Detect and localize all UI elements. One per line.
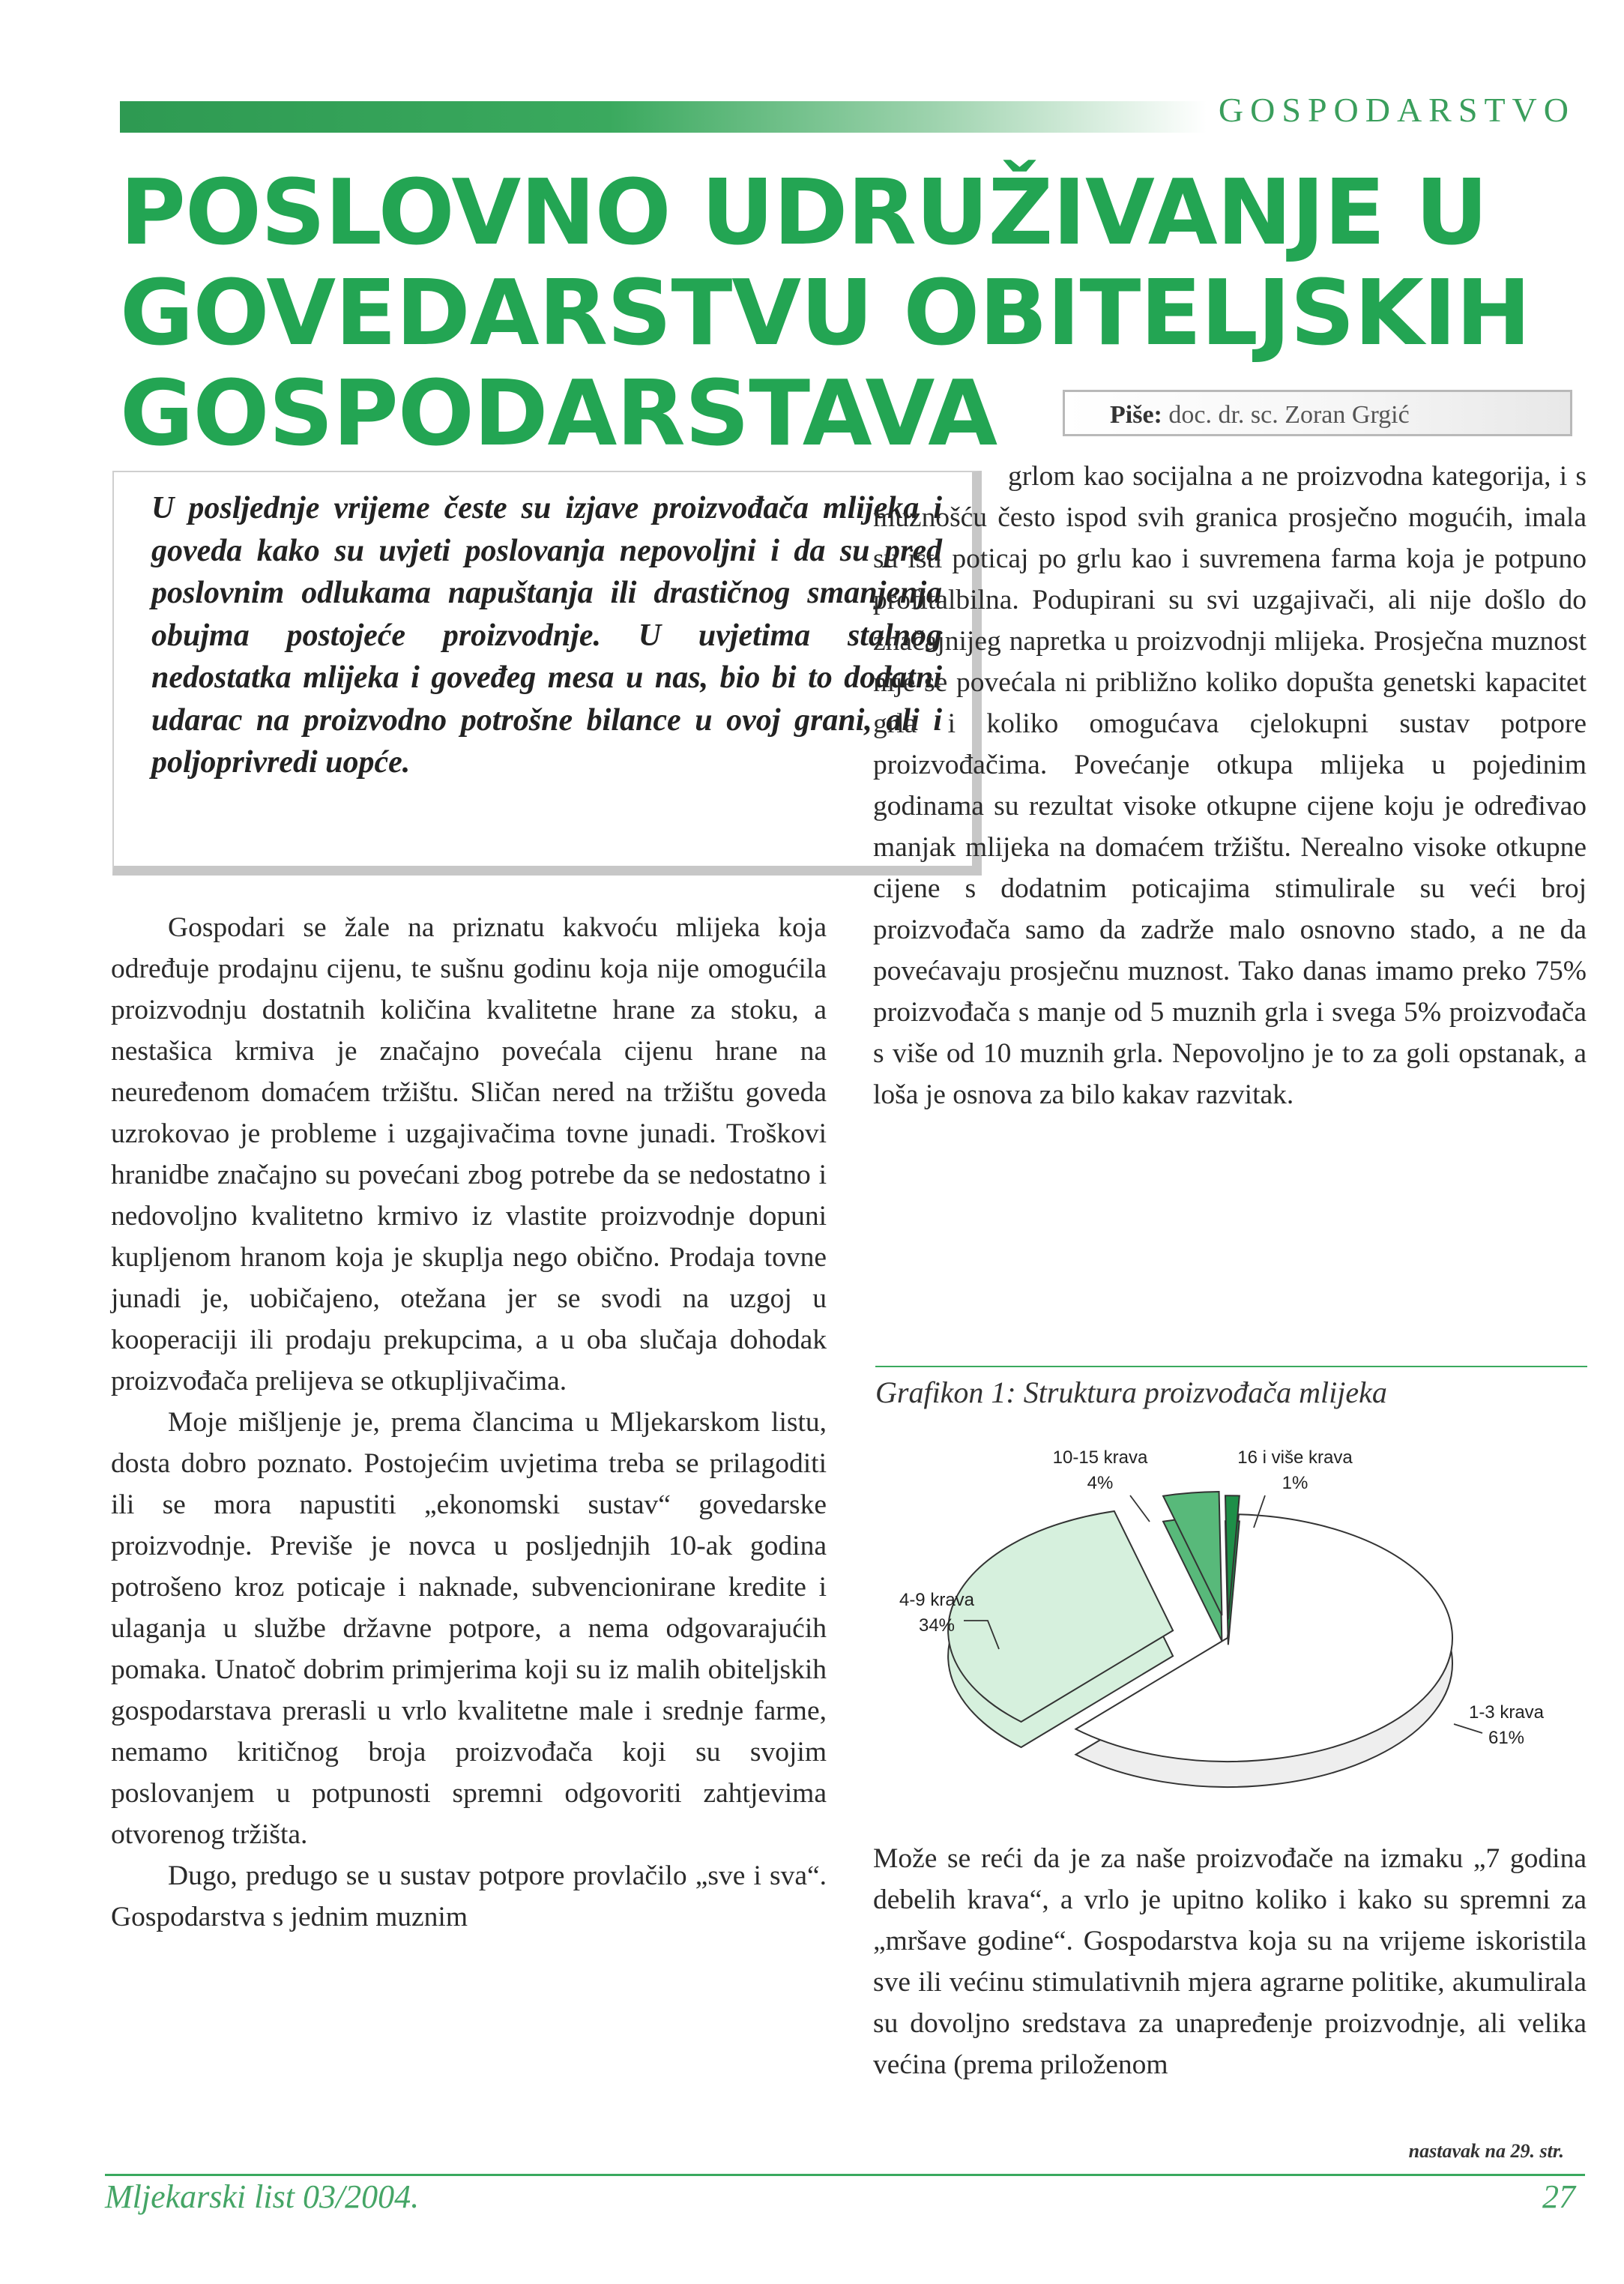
chart-title: Grafikon 1: Struktura proizvođača mlijeka (875, 1366, 1587, 1410)
lead-box (112, 471, 982, 876)
slice-label-16-plus: 16 i više krava (1237, 1447, 1353, 1468)
pie-chart (875, 1424, 1587, 1814)
continue-note: nastavak na 29. str. (1408, 2140, 1564, 2162)
author-name: doc. dr. sc. Zoran Grgić (1168, 401, 1410, 429)
leader-line-1-3 (1454, 1724, 1482, 1733)
section-label: GOSPODARSTVO (1218, 91, 1575, 129)
slice-value-10-15: 4% (1087, 1473, 1114, 1493)
slice-label-10-15: 10-15 krava (1052, 1447, 1148, 1468)
leader-line-10-15 (1130, 1495, 1150, 1522)
title-line-1: POSLOVNO UDRUŽIVANJE U (120, 161, 1488, 265)
footer-journal: Mljekarski list 03/2004. (105, 2178, 420, 2215)
body-paragraph: grlom kao socijalna a ne proizvodna kategorija, i s muznošću često ispod svih granica prosječno mogućih, imala su isti poticaj po grlu kao i suvremena farma koja je potpuno profitalbilna. Podupirani su svi uzgajivači, ali nije došlo do značajnijeg napretka u proizvodnji mlijeka. Prosječna muznost nije se povećala ni približno koliko dopušta genetski kapacitet grla i koliko omogućava cjelokupni sustav potpore proizvođačima. Povećanje otkupa mlijeka u pojedinim godinama su rezultat visoke otkupne cijene koju je određivao manjak mlijeka na domaćem tržištu. Nerealno visoke otkupne cijene s dodatnim poticajima stimulirale su veći broj proizvođača samo da zadrže malo osnovno stado, a ne da povećavaju prosječnu muznost. Tako danas imamo preko 75% proizvođača s manje od 5 muznih grla i svega 5% proizvođača s više od 10 muznih grla. Nepovoljno je to za goli opstanak, a loša je osnova za bilo kakav razvitak. (873, 461, 1587, 1110)
body-column-right-top (873, 456, 1587, 1115)
lead-text: U posljednje vrijeme česte su izjave proizvođača mlijeka i goveda kako su uvjeti poslovanja nepovoljni i da su pred poslovnim odlukama napuštanja ili drastičnog smanjenja obujma postojeće proizvodnje. U uvjetima stalnog nedostatka mlijeka i goveđeg mesa u nas, bio bi to dodatni udarac na proizvodno potrošne bilance u ovoj grani, ali i poljoprivredi uopće. (151, 491, 942, 780)
body-paragraph: Moje mišljenje je, prema člancima u Mljekarskom listu, dosta dobro poznato. Postojećim uvjetima treba se prilagoditi ili se mora napustiti „ekonomski sustav“ govedarske proizvodnje. Previše je novca u posljednjih 10-ak godina potrošeno kroz poticaje i naknade, subvencionirane kredite i ulaganja u službe državne potpore, a nema odgovarajućih pomaka. Unatoč dobrim primjerima koji su iz malih obiteljskih gospodarstava prerasli u vrlo kvalitetne male i srednje farme, nemamo kritičnog broja proizvođača koji su svojim poslovanjem u potpunosti spremni odgovoriti zahtjevima otvorenog tržišta. (111, 1407, 827, 1850)
body-paragraph: Može se reći da je za naše proizvođače na izmaku „7 godina debelih krava“, a vrlo je upitno koliko i kako su spremni za „mršave godine“. Gospodarstva koja su na vrijeme iskoristila sve ili većinu stimulativnih mjera agrarne politike, akumulirala su dovoljno sredstava za unapređenje proizvodnje, ali velika većina (prema priloženom (873, 1843, 1587, 2080)
body-column-right-bottom (873, 1838, 1587, 2085)
author-label: Piše: (1110, 401, 1162, 429)
slice-value-1-3: 61% (1488, 1728, 1525, 1748)
slice-value-16-plus: 1% (1282, 1473, 1308, 1493)
body-column-left (111, 907, 827, 1938)
header-color-bar (120, 101, 1207, 133)
slice-value-4-9: 34% (918, 1615, 956, 1636)
title-line-3: GOSPODARSTAVA (120, 362, 997, 466)
slice-label-4-9: 4-9 krava (899, 1590, 975, 1610)
title-line-2: GOVEDARSTVU OBITELJSKIH (120, 262, 1530, 366)
footer-rule (105, 2174, 1585, 2176)
page-number: 27 (1542, 2178, 1575, 2215)
pie-slice-10-15 (1163, 1492, 1222, 1615)
author-box (1063, 390, 1572, 436)
slice-label-1-3: 1-3 krava (1468, 1702, 1545, 1723)
body-paragraph: Gospodari se žale na priznatu kakvoću mlijeka koja određuje prodajnu cijenu, te sušnu godinu koja nije omogućila proizvodnju dostatnih količina kvalitetne hrane za stoku, a nestašica krmiva je značajno povećala cijenu hrane na neuređenom domaćem tržištu. Sličan nered na tržištu goveda uzrokovao je probleme i uzgajivačima tovne junadi. Troškovi hranidbe značajno su povećani zbog potrebe da se nedostatno i nedovoljno kvalitetno krmivo iz vlastite proizvodnje dopuni kupljenom hranom koja je skuplja nego obično. Prodaja tovne junadi je, uobičajeno, otežana jer se svodi na uzgoj u kooperaciji ili prodaju prekupcima, a u oba slučaja dohodak proizvođača prelijeva se otkupljivačima. (111, 912, 827, 1396)
body-paragraph: Dugo, predugo se u sustav potpore provlačilo „sve i sva“. Gospodarstva s jednim muznim (111, 1860, 827, 1932)
